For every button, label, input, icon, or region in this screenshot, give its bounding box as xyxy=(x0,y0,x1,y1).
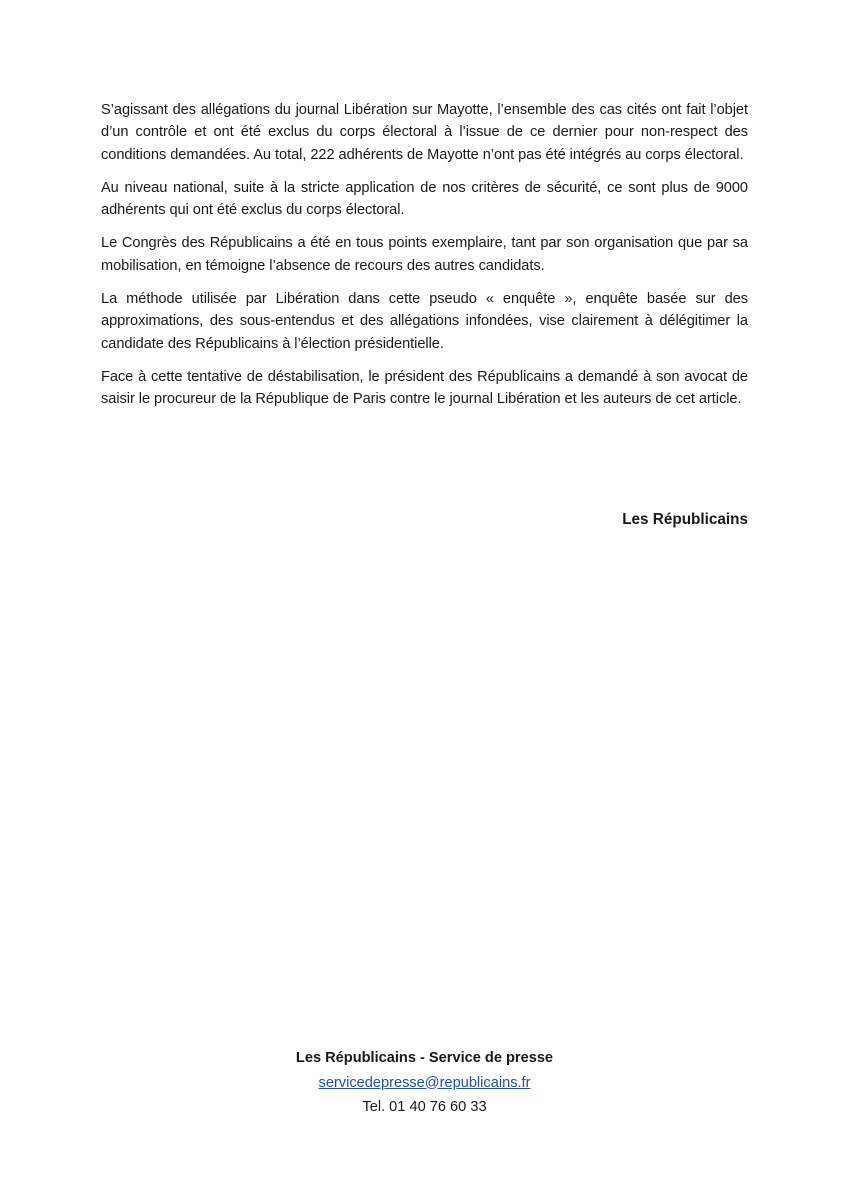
paragraph-destabilisation: Face à cette tentative de déstabilisation, le président des Républicains a demandé à son avocat de saisir le procureur de la République de Paris contre le journal Libération et les auteurs de cet article. xyxy=(101,368,748,408)
footer-phone: Tel. 01 40 76 60 33 xyxy=(362,1099,487,1115)
footer-org: Les Républicains - Service de presse xyxy=(295,1050,554,1066)
paragraph-mayotte: S’agissant des allégations du journal Libération sur Mayotte, l’ensemble des cas cités ont fait l’objet d’un contrôle et ont été exclus du corps électoral à l’issue de ce dernier pour non-respect des conditions demandées. Au total, 222 adhérents de Mayotte n’ont pas été intégrés au corps électoral. xyxy=(101,102,748,163)
signature: Les Républicains xyxy=(622,511,748,528)
paragraph-methode: La méthode utilisée par Libération dans cette pseudo « enquête », enquête basée sur des approximations, des sous-entendus et des allégations infondées, vise clairement à délégitimer la candidate des Républicains à l’élection présidentielle. xyxy=(101,291,748,352)
document-body xyxy=(101,99,748,422)
footer-email-line xyxy=(0,1071,849,1096)
press-footer xyxy=(0,1046,849,1120)
footer-email-link[interactable]: servicedepresse@republicains.fr xyxy=(318,1074,531,1091)
paragraph-national: Au niveau national, suite à la stricte application de nos critères de sécurité, ce sont plus de 9000 adhérents qui ont été exclus du corps électoral. xyxy=(101,179,748,219)
paragraph-congres: Le Congrès des Républicains a été en tous points exemplaire, tant par son organisation que par sa mobilisation, en témoigne l’absence de recours des autres candidats. xyxy=(101,235,748,274)
